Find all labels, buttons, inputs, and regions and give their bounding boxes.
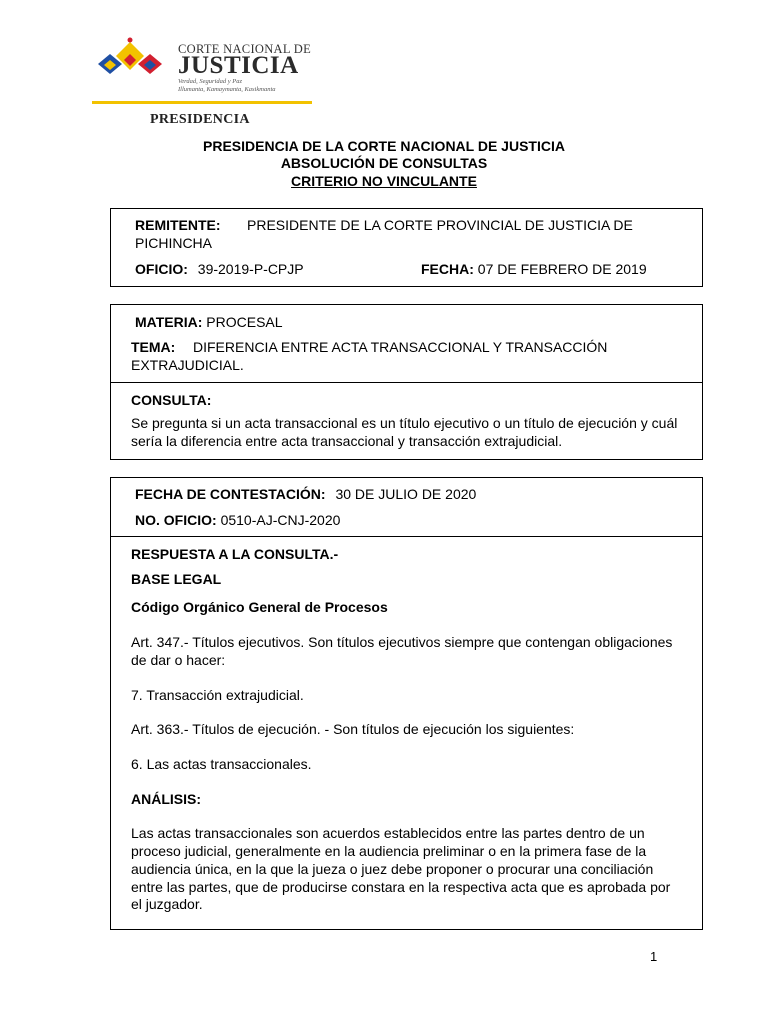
- art347-line1: Art. 347.- Títulos ejecutivos. Son títulos ejecutivos siempre que contengan obligaciones: [131, 634, 673, 650]
- subject-box-divider: [110, 382, 703, 383]
- materia-value: PROCESAL: [206, 314, 283, 330]
- tema-value-line1: DIFERENCIA ENTRE ACTA TRANSACCIONAL Y TRANSACCIÓN: [193, 339, 608, 355]
- logo-title-line2: JUSTICIA: [178, 52, 299, 79]
- no-oficio-value: 0510-AJ-CNJ-2020: [220, 512, 341, 528]
- tema-row: [131, 338, 175, 356]
- analisis-line3: audiencia única, en la que la jueza o juez debe proponer o procurar una conciliación: [131, 861, 654, 877]
- fecha-contestacion-label: FECHA DE CONTESTACIÓN:: [135, 486, 326, 502]
- base-legal-heading: BASE LEGAL: [131, 571, 222, 587]
- respuesta-heading: RESPUESTA A LA CONSULTA.-: [131, 546, 339, 562]
- section-label: PRESIDENCIA: [150, 112, 250, 127]
- materia-row: [135, 313, 283, 331]
- tema-label: TEMA:: [131, 339, 176, 355]
- analisis-line1: Las actas transaccionales son acuerdos establecidos entre las partes dentro de un: [131, 825, 645, 841]
- fecha-contestacion-value: 30 DE JULIO DE 2020: [335, 486, 477, 502]
- fecha-label: FECHA:: [421, 261, 474, 277]
- fecha-row: [421, 260, 647, 278]
- tema-value-line2: EXTRAJUDICIAL.: [131, 357, 244, 373]
- oficio-label: OFICIO:: [135, 261, 188, 277]
- page-number: 1: [650, 949, 658, 964]
- court-logo-emblem: [88, 34, 178, 106]
- remitente-label: REMITENTE:: [135, 217, 221, 233]
- logo-motto-line1: Verdad, Seguridad y Paz: [178, 78, 243, 85]
- fecha-contestacion-row: [135, 485, 476, 503]
- document-title-line2: ABSOLUCIÓN DE CONSULTAS: [280, 155, 488, 171]
- materia-label: MATERIA:: [135, 314, 203, 330]
- item6: 6. Las actas transaccionales.: [131, 756, 312, 772]
- no-oficio-label: NO. OFICIO:: [135, 512, 217, 528]
- analisis-heading: ANÁLISIS:: [131, 791, 201, 807]
- oficio-row: [135, 260, 304, 278]
- art347-line2: de dar o hacer:: [131, 652, 226, 668]
- document-title-line1: PRESIDENCIA DE LA CORTE NACIONAL DE JUSTICIA: [203, 138, 565, 154]
- consulta-text-line1: Se pregunta si un acta transaccional es un título ejecutivo o un título de ejecución y cuál: [131, 415, 678, 431]
- codigo-heading: Código Orgánico General de Procesos: [131, 599, 388, 615]
- consulta-label: CONSULTA:: [131, 392, 212, 408]
- logo-motto-line2: Illumanta, Kamaymanta, Kasikmanta: [178, 86, 276, 93]
- no-oficio-row: [135, 511, 340, 529]
- item7: 7. Transacción extrajudicial.: [131, 687, 304, 703]
- analisis-line2: proceso judicial, generalmente en la audiencia preliminar o en la primera fase de la: [131, 843, 647, 859]
- logo-title-line1: CORTE NACIONAL DE: [178, 42, 312, 56]
- consulta-text-line2: sería la diferencia entre acta transaccional y transacción extrajudicial.: [131, 433, 563, 449]
- remitente-value-line2: PICHINCHA: [135, 235, 213, 251]
- art363: Art. 363.- Títulos de ejecución. - Son títulos de ejecución los siguientes:: [131, 721, 575, 737]
- remitente-row: [135, 216, 221, 234]
- response-box-divider: [110, 536, 703, 537]
- analisis-line4: entre las partes, que de producirse constara en la respectiva acta que es aprobada por: [131, 879, 671, 895]
- fecha-value: 07 DE FEBRERO DE 2019: [477, 261, 647, 277]
- analisis-line5: el juzgador.: [131, 896, 203, 912]
- remitente-value-line1: PRESIDENTE DE LA CORTE PROVINCIAL DE JUSTICIA DE: [247, 217, 633, 233]
- document-title-line3: CRITERIO NO VINCULANTE: [291, 173, 477, 189]
- logo-divider: [92, 101, 312, 104]
- oficio-value: 39-2019-P-CPJP: [197, 261, 304, 277]
